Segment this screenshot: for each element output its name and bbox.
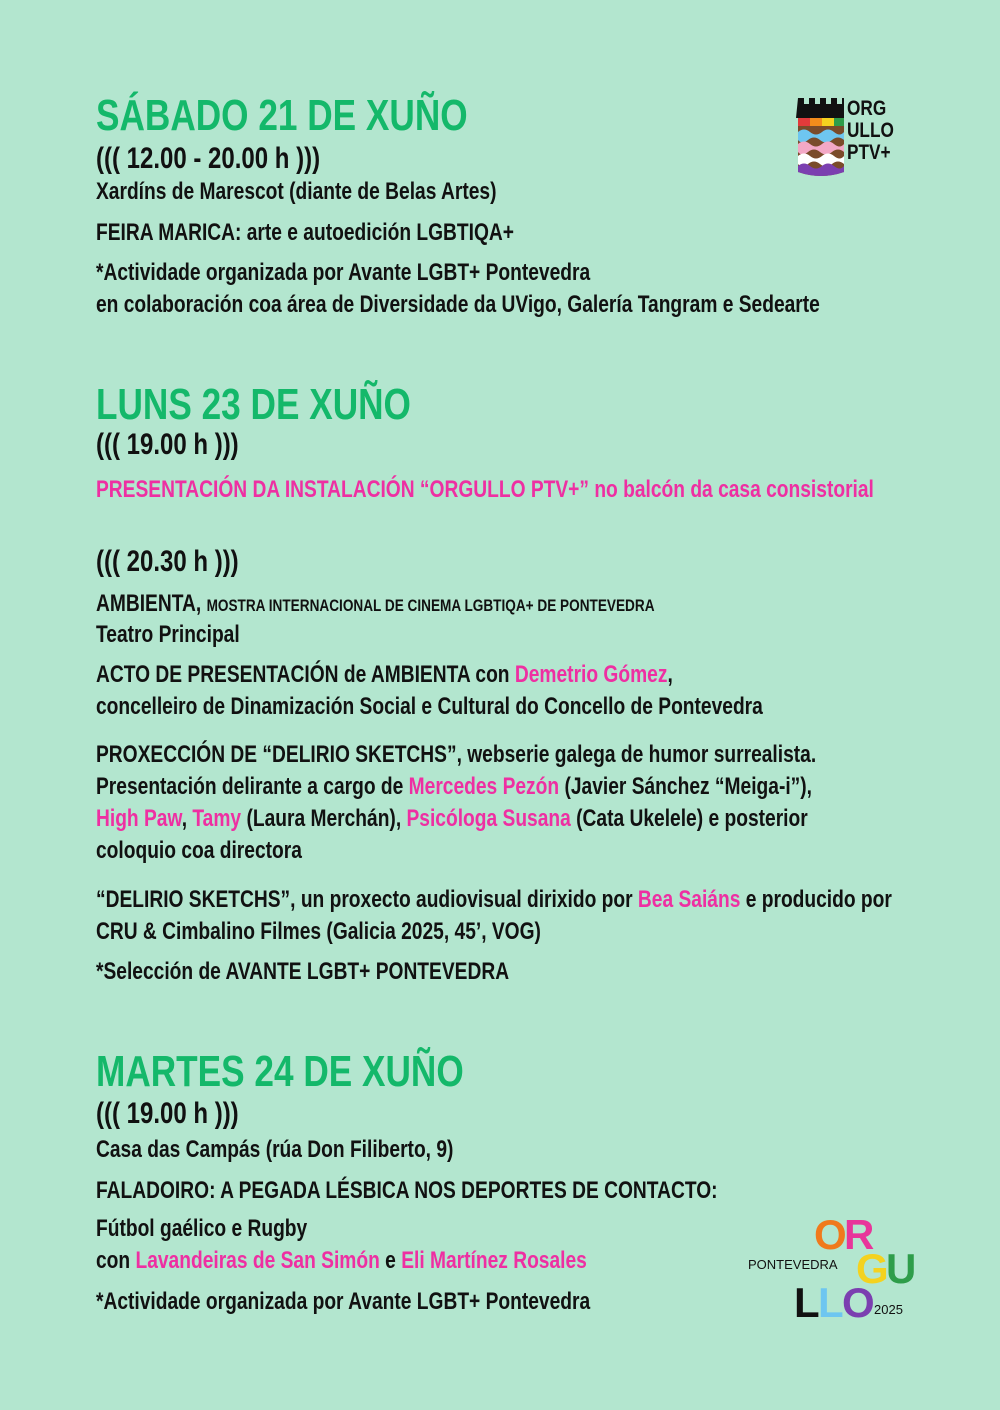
high-paw: High Paw — [96, 805, 182, 832]
proxeccion-line-3 — [96, 803, 808, 835]
delirio-line-1 — [96, 884, 892, 916]
lavandeiras-de-san-simon: Lavandeiras de San Simón — [135, 1247, 380, 1274]
acto-text: ACTO DE PRESENTACIÓN de AMBIENTA con — [96, 661, 510, 688]
logo-word-1: ORG — [847, 97, 887, 120]
comma: , — [181, 805, 188, 832]
tuesday-event: FALADOIRO: A PEGADA LÉSBICA NOS DEPORTES DE CONTACTO: — [96, 1177, 718, 1204]
delirio-line-2: CRU & Cimbalino Filmes (Galicia 2025, 45’, VOG) — [96, 918, 541, 945]
logo-letter-o: O — [814, 1211, 847, 1258]
monday-time-2: ((( 20.30 h ))) — [96, 545, 239, 578]
logo-letter-g: G — [856, 1245, 889, 1292]
orgullo-pontevedra-2025-logo — [740, 1212, 940, 1324]
ambienta-title: AMBIENTA, — [96, 590, 202, 617]
demetrio-gomez: Demetrio Gómez — [514, 661, 668, 688]
proxeccion-line-3-post: (Cata Ukelele) e posterior — [576, 805, 808, 832]
mercedes-pezon: Mercedes Pezón — [408, 773, 560, 800]
and: e — [385, 1247, 396, 1274]
logo-letter-u: U — [886, 1245, 917, 1292]
psicologa-susana: Psicóloga Susana — [406, 805, 571, 832]
ambienta-line — [96, 588, 655, 622]
logo-year: 2025 — [874, 1302, 903, 1317]
logo-letter-l1: L — [794, 1279, 820, 1326]
tuesday-heading: MARTES 24 DE XUÑO — [96, 1047, 464, 1096]
logo-word-3: PTV+ — [847, 141, 891, 164]
saturday-event: FEIRA MARICA: arte e autoedición LGBTIQA+ — [96, 219, 514, 246]
eli-martinez-rosales: Eli Martínez Rosales — [401, 1247, 587, 1274]
selection-note: *Selección de AVANTE LGBT+ PONTEVEDRA — [96, 958, 510, 985]
monday-heading: LUNS 23 DE XUÑO — [96, 380, 411, 429]
proxeccion-pre: Presentación delirante a cargo de — [96, 773, 404, 800]
monday-time-1: ((( 19.00 h ))) — [96, 428, 239, 461]
proxeccion-post: (Javier Sánchez “Meiga-i”), — [564, 773, 812, 800]
tuesday-note: *Actividade organizada por Avante LGBT+ Pontevedra — [96, 1288, 591, 1315]
logo-letter-o2: O — [842, 1279, 875, 1326]
tuesday-guests — [96, 1245, 587, 1277]
laura-merchan: (Laura Merchán), — [246, 805, 402, 832]
tuesday-time: ((( 19.00 h ))) — [96, 1097, 239, 1130]
acto-comma: , — [667, 661, 673, 688]
proxeccion-line-1: PROXECCIÓN DE “DELIRIO SKETCHS”, webserie galega de humor surrealista. — [96, 741, 817, 768]
logo-letter-l2: L — [818, 1279, 844, 1326]
monday-presentation: PRESENTACIÓN DA INSTALACIÓN “ORGULLO PTV+” no balcón da casa consistorial — [96, 476, 874, 503]
saturday-note-2: en colaboración coa área de Diversidade da UVigo, Galería Tangram e Sedearte — [96, 291, 820, 318]
tuesday-venue: Casa das Campás (rúa Don Filiberto, 9) — [96, 1136, 454, 1163]
saturday-note-1: *Actividade organizada por Avante LGBT+ Pontevedra — [96, 259, 591, 286]
saturday-heading: SÁBADO 21 DE XUÑO — [96, 91, 468, 140]
saturday-venue: Xardíns de Marescot (diante de Belas Artes) — [96, 178, 497, 205]
castle-waves-icon — [796, 96, 846, 176]
ambienta-subtitle: MOSTRA INTERNACIONAL DE CINEMA LGBTIQA+ DE PONTEVEDRA — [206, 596, 655, 615]
tamy: Tamy — [192, 805, 242, 832]
tuesday-sports: Fútbol gaélico e Rugby — [96, 1215, 308, 1242]
logo-city: PONTEVEDRA — [748, 1257, 838, 1272]
proxeccion-line-4: coloquio coa directora — [96, 837, 302, 864]
proxeccion-line-2 — [96, 771, 812, 803]
monday-venue: Teatro Principal — [96, 621, 240, 648]
saturday-time: ((( 12.00 - 20.00 h ))) — [96, 142, 321, 175]
con: con — [96, 1247, 131, 1274]
logo-word-2: ULLO — [847, 119, 894, 142]
acto-line-1 — [96, 659, 673, 691]
logo-letter-r: R — [844, 1211, 875, 1258]
delirio-post: e producido por — [745, 886, 892, 913]
orgullo-ptv-logo — [796, 96, 926, 180]
bea-saians: Bea Saiáns — [637, 886, 741, 913]
delirio-pre: “DELIRIO SKETCHS”, un proxecto audiovisual dirixido por — [96, 886, 633, 913]
acto-line-2: concelleiro de Dinamización Social e Cultural do Concello de Pontevedra — [96, 693, 763, 720]
